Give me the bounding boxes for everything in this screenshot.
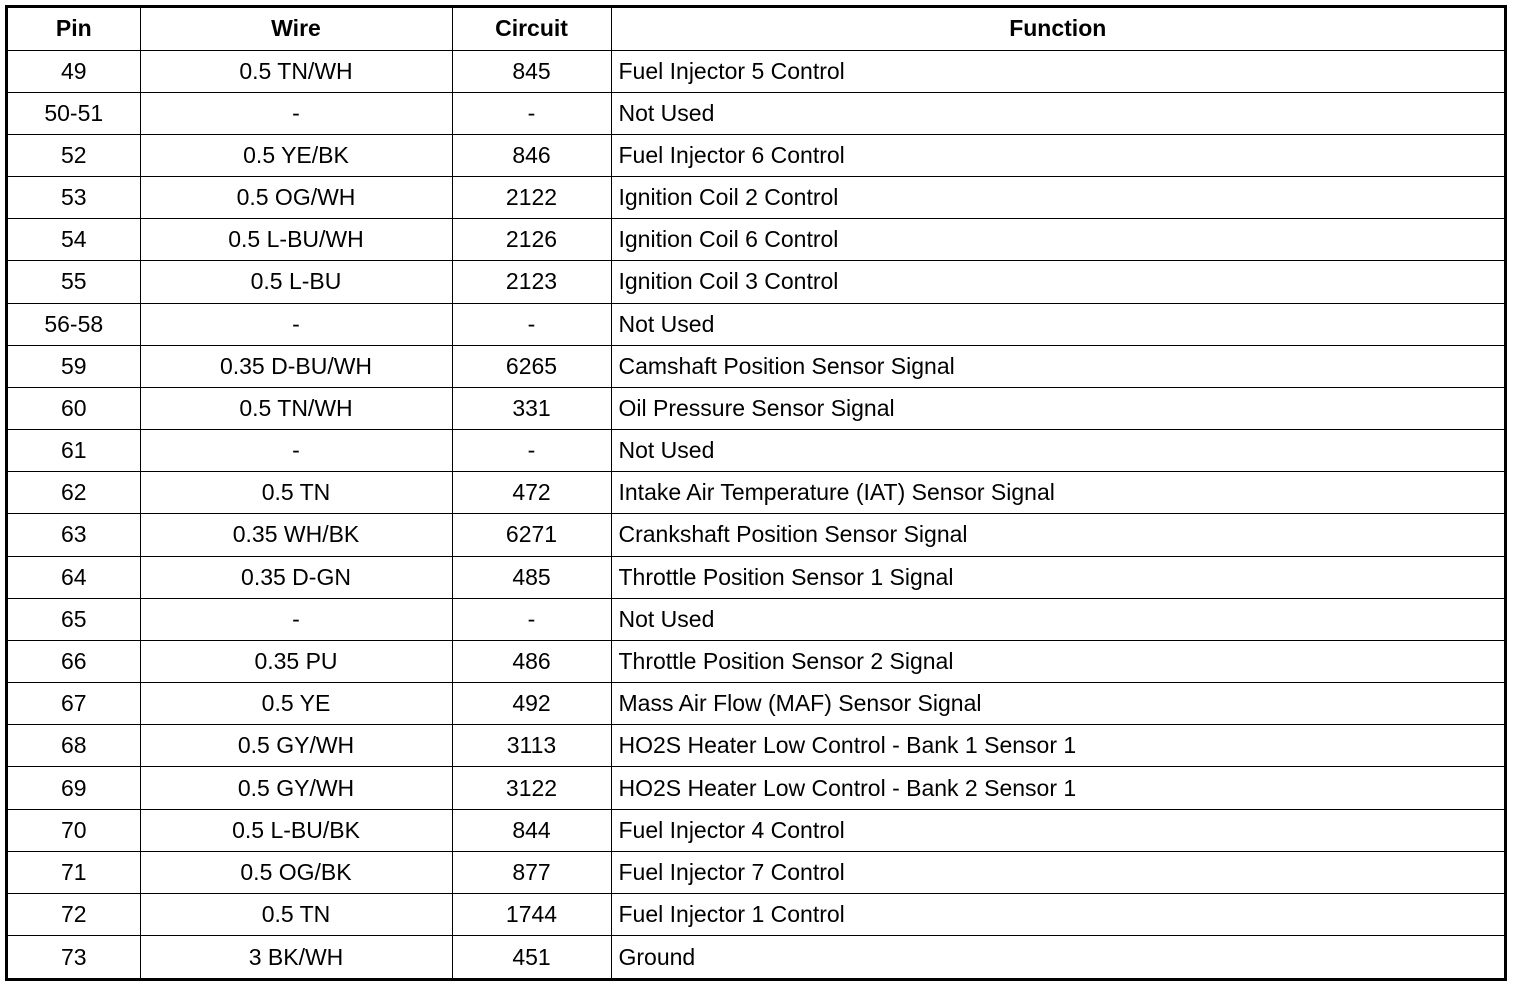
connector-pinout-table bbox=[8, 8, 1504, 978]
cell-wire: 0.35 D-GN bbox=[140, 556, 452, 598]
cell-wire: 3 BK/WH bbox=[140, 936, 452, 978]
table-row bbox=[8, 851, 1504, 893]
table-row bbox=[8, 430, 1504, 472]
cell-pin: 61 bbox=[8, 430, 140, 472]
cell-pin: 70 bbox=[8, 809, 140, 851]
cell-circuit: 3113 bbox=[452, 725, 611, 767]
table-row bbox=[8, 219, 1504, 261]
table-row bbox=[8, 261, 1504, 303]
cell-function: Crankshaft Position Sensor Signal bbox=[611, 514, 1504, 556]
cell-wire: 0.5 GY/WH bbox=[140, 725, 452, 767]
cell-circuit: 877 bbox=[452, 851, 611, 893]
table-row bbox=[8, 598, 1504, 640]
cell-pin: 72 bbox=[8, 893, 140, 935]
cell-pin: 60 bbox=[8, 387, 140, 429]
table-row bbox=[8, 767, 1504, 809]
cell-pin: 64 bbox=[8, 556, 140, 598]
cell-function: Mass Air Flow (MAF) Sensor Signal bbox=[611, 683, 1504, 725]
cell-wire: 0.5 TN/WH bbox=[140, 387, 452, 429]
connector-pinout-table-frame bbox=[5, 5, 1507, 981]
cell-circuit: 492 bbox=[452, 683, 611, 725]
table-body bbox=[8, 50, 1504, 978]
cell-function: Not Used bbox=[611, 92, 1504, 134]
cell-circuit: 846 bbox=[452, 134, 611, 176]
table-row bbox=[8, 893, 1504, 935]
cell-pin: 68 bbox=[8, 725, 140, 767]
cell-pin: 50-51 bbox=[8, 92, 140, 134]
cell-pin: 71 bbox=[8, 851, 140, 893]
cell-pin: 59 bbox=[8, 345, 140, 387]
cell-pin: 62 bbox=[8, 472, 140, 514]
cell-pin: 55 bbox=[8, 261, 140, 303]
cell-function: Not Used bbox=[611, 303, 1504, 345]
cell-function: Fuel Injector 7 Control bbox=[611, 851, 1504, 893]
cell-wire: 0.5 TN bbox=[140, 893, 452, 935]
cell-circuit: 6271 bbox=[452, 514, 611, 556]
cell-function: Fuel Injector 6 Control bbox=[611, 134, 1504, 176]
cell-function: Fuel Injector 4 Control bbox=[611, 809, 1504, 851]
cell-function: Not Used bbox=[611, 598, 1504, 640]
cell-pin: 73 bbox=[8, 936, 140, 978]
cell-wire: 0.5 OG/BK bbox=[140, 851, 452, 893]
cell-circuit: 472 bbox=[452, 472, 611, 514]
cell-wire: - bbox=[140, 598, 452, 640]
cell-wire: - bbox=[140, 92, 452, 134]
table-row bbox=[8, 556, 1504, 598]
cell-pin: 54 bbox=[8, 219, 140, 261]
cell-function: Camshaft Position Sensor Signal bbox=[611, 345, 1504, 387]
table-row bbox=[8, 514, 1504, 556]
cell-function: Fuel Injector 5 Control bbox=[611, 50, 1504, 92]
cell-pin: 66 bbox=[8, 640, 140, 682]
table-row bbox=[8, 936, 1504, 978]
cell-wire: 0.5 OG/WH bbox=[140, 177, 452, 219]
cell-circuit: 486 bbox=[452, 640, 611, 682]
header-row bbox=[8, 8, 1504, 50]
cell-function: HO2S Heater Low Control - Bank 2 Sensor 1 bbox=[611, 767, 1504, 809]
cell-function: Not Used bbox=[611, 430, 1504, 472]
cell-wire: 0.35 D-BU/WH bbox=[140, 345, 452, 387]
cell-wire: 0.5 YE/BK bbox=[140, 134, 452, 176]
header-wire: Wire bbox=[140, 8, 452, 50]
cell-wire: 0.5 L-BU/WH bbox=[140, 219, 452, 261]
cell-circuit: 2123 bbox=[452, 261, 611, 303]
cell-wire: - bbox=[140, 303, 452, 345]
cell-pin: 52 bbox=[8, 134, 140, 176]
table-row bbox=[8, 725, 1504, 767]
cell-circuit: 844 bbox=[452, 809, 611, 851]
cell-pin: 67 bbox=[8, 683, 140, 725]
cell-circuit: 845 bbox=[452, 50, 611, 92]
table-row bbox=[8, 92, 1504, 134]
cell-circuit: 485 bbox=[452, 556, 611, 598]
cell-function: Ignition Coil 3 Control bbox=[611, 261, 1504, 303]
cell-wire: 0.5 GY/WH bbox=[140, 767, 452, 809]
cell-pin: 65 bbox=[8, 598, 140, 640]
header-function: Function bbox=[611, 8, 1504, 50]
cell-circuit: 2122 bbox=[452, 177, 611, 219]
table-row bbox=[8, 50, 1504, 92]
cell-pin: 69 bbox=[8, 767, 140, 809]
cell-circuit: 1744 bbox=[452, 893, 611, 935]
table-row bbox=[8, 345, 1504, 387]
cell-circuit: 3122 bbox=[452, 767, 611, 809]
cell-wire: - bbox=[140, 430, 452, 472]
cell-circuit: - bbox=[452, 430, 611, 472]
cell-function: HO2S Heater Low Control - Bank 1 Sensor 1 bbox=[611, 725, 1504, 767]
cell-pin: 63 bbox=[8, 514, 140, 556]
cell-function: Throttle Position Sensor 1 Signal bbox=[611, 556, 1504, 598]
cell-wire: 0.5 YE bbox=[140, 683, 452, 725]
cell-circuit: 6265 bbox=[452, 345, 611, 387]
cell-function: Intake Air Temperature (IAT) Sensor Signal bbox=[611, 472, 1504, 514]
cell-pin: 53 bbox=[8, 177, 140, 219]
cell-wire: 0.5 L-BU bbox=[140, 261, 452, 303]
cell-function: Ground bbox=[611, 936, 1504, 978]
cell-wire: 0.5 L-BU/BK bbox=[140, 809, 452, 851]
cell-wire: 0.35 PU bbox=[140, 640, 452, 682]
cell-circuit: 2126 bbox=[452, 219, 611, 261]
table-row bbox=[8, 303, 1504, 345]
cell-function: Ignition Coil 2 Control bbox=[611, 177, 1504, 219]
cell-function: Ignition Coil 6 Control bbox=[611, 219, 1504, 261]
cell-pin: 56-58 bbox=[8, 303, 140, 345]
cell-function: Fuel Injector 1 Control bbox=[611, 893, 1504, 935]
cell-function: Throttle Position Sensor 2 Signal bbox=[611, 640, 1504, 682]
cell-circuit: 451 bbox=[452, 936, 611, 978]
cell-pin: 49 bbox=[8, 50, 140, 92]
cell-wire: 0.5 TN/WH bbox=[140, 50, 452, 92]
table-row bbox=[8, 472, 1504, 514]
table-row bbox=[8, 683, 1504, 725]
cell-wire: 0.35 WH/BK bbox=[140, 514, 452, 556]
cell-circuit: - bbox=[452, 92, 611, 134]
cell-circuit: 331 bbox=[452, 387, 611, 429]
table-row bbox=[8, 387, 1504, 429]
header-pin: Pin bbox=[8, 8, 140, 50]
header-circuit: Circuit bbox=[452, 8, 611, 50]
table-row bbox=[8, 177, 1504, 219]
cell-wire: 0.5 TN bbox=[140, 472, 452, 514]
table-row bbox=[8, 809, 1504, 851]
cell-circuit: - bbox=[452, 303, 611, 345]
table-row bbox=[8, 134, 1504, 176]
cell-function: Oil Pressure Sensor Signal bbox=[611, 387, 1504, 429]
table-row bbox=[8, 640, 1504, 682]
cell-circuit: - bbox=[452, 598, 611, 640]
